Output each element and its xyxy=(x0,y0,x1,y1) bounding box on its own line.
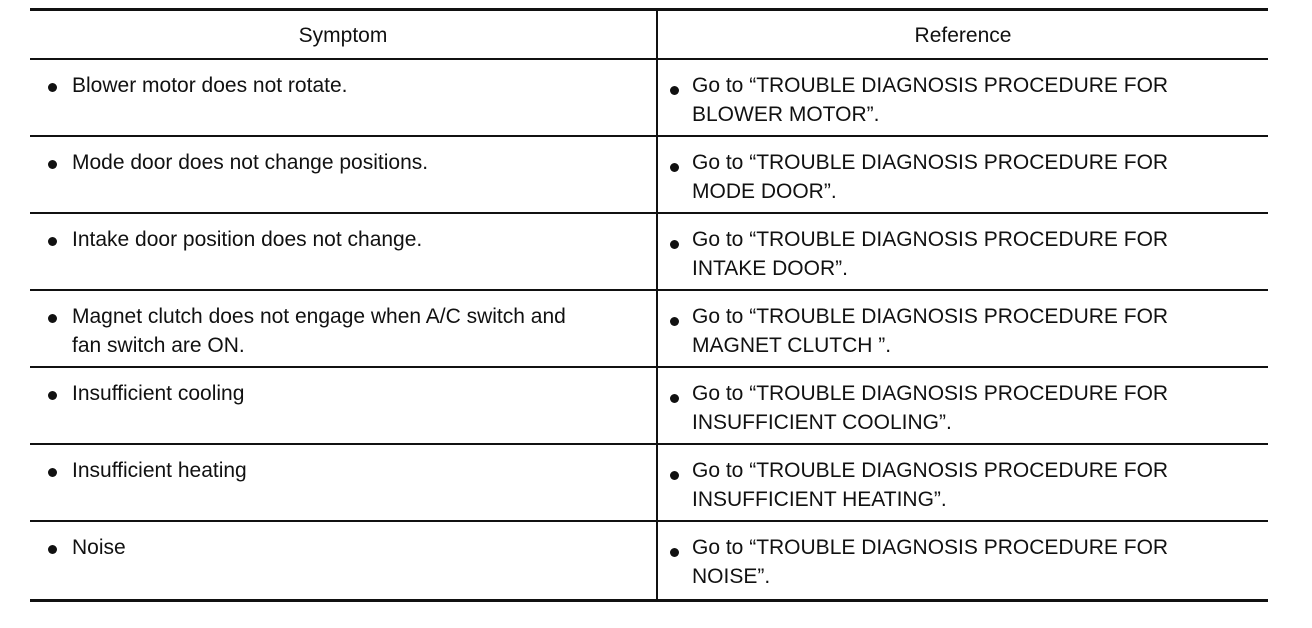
bullet-icon xyxy=(670,240,679,249)
symptom-text: Insufficient heating xyxy=(72,459,247,482)
reference-cell xyxy=(658,291,1268,366)
table-row xyxy=(30,60,1268,137)
reference-cell xyxy=(658,60,1268,135)
table-row xyxy=(30,368,1268,445)
table-row xyxy=(30,291,1268,368)
symptom-cell xyxy=(30,445,658,520)
bullet-icon xyxy=(48,83,57,92)
table-header-row xyxy=(30,11,1268,60)
symptom-text: Blower motor does not rotate. xyxy=(72,74,348,97)
symptom-text: Intake door position does not change. xyxy=(72,228,423,251)
reference-text: Go to “TROUBLE DIAGNOSIS PROCEDURE FOR MODE DOOR”. xyxy=(692,151,1169,203)
symptom-text: Noise xyxy=(72,536,126,559)
bullet-icon xyxy=(48,314,57,323)
reference-text: Go to “TROUBLE DIAGNOSIS PROCEDURE FOR INTAKE DOOR”. xyxy=(692,228,1169,280)
reference-text: Go to “TROUBLE DIAGNOSIS PROCEDURE FOR BLOWER MOTOR”. xyxy=(692,74,1169,126)
bullet-icon xyxy=(48,545,57,554)
symptom-text: Magnet clutch does not engage when A/C switch and fan switch are ON. xyxy=(72,305,566,357)
bullet-icon xyxy=(670,548,679,557)
reference-text: Go to “TROUBLE DIAGNOSIS PROCEDURE FOR MAGNET CLUTCH ”. xyxy=(692,305,1169,357)
symptom-column-header: Symptom xyxy=(30,11,658,58)
bullet-icon xyxy=(48,160,57,169)
bullet-icon xyxy=(48,468,57,477)
table-row xyxy=(30,214,1268,291)
reference-cell xyxy=(658,368,1268,443)
reference-cell xyxy=(658,137,1268,212)
symptom-cell xyxy=(30,60,658,135)
bullet-icon xyxy=(670,471,679,480)
reference-text: Go to “TROUBLE DIAGNOSIS PROCEDURE FOR NOISE”. xyxy=(692,536,1169,588)
symptom-cell xyxy=(30,522,658,599)
table-row xyxy=(30,137,1268,214)
bullet-icon xyxy=(48,391,57,400)
symptom-reference-table xyxy=(30,8,1268,602)
table-row xyxy=(30,445,1268,522)
bullet-icon xyxy=(48,237,57,246)
reference-text: Go to “TROUBLE DIAGNOSIS PROCEDURE FOR INSUFFICIENT HEATING”. xyxy=(692,459,1169,511)
bullet-icon xyxy=(670,317,679,326)
reference-cell xyxy=(658,522,1268,599)
bullet-icon xyxy=(670,394,679,403)
reference-cell xyxy=(658,445,1268,520)
bullet-icon xyxy=(670,86,679,95)
table-row xyxy=(30,522,1268,599)
symptom-cell xyxy=(30,214,658,289)
reference-cell xyxy=(658,214,1268,289)
reference-column-header: Reference xyxy=(914,24,1012,47)
symptom-text: Mode door does not change positions. xyxy=(72,151,429,174)
symptom-cell xyxy=(30,368,658,443)
symptom-text: Insufficient cooling xyxy=(72,382,245,405)
symptom-cell xyxy=(30,291,658,366)
reference-text: Go to “TROUBLE DIAGNOSIS PROCEDURE FOR INSUFFICIENT COOLING”. xyxy=(692,382,1169,434)
symptom-cell xyxy=(30,137,658,212)
bullet-icon xyxy=(670,163,679,172)
